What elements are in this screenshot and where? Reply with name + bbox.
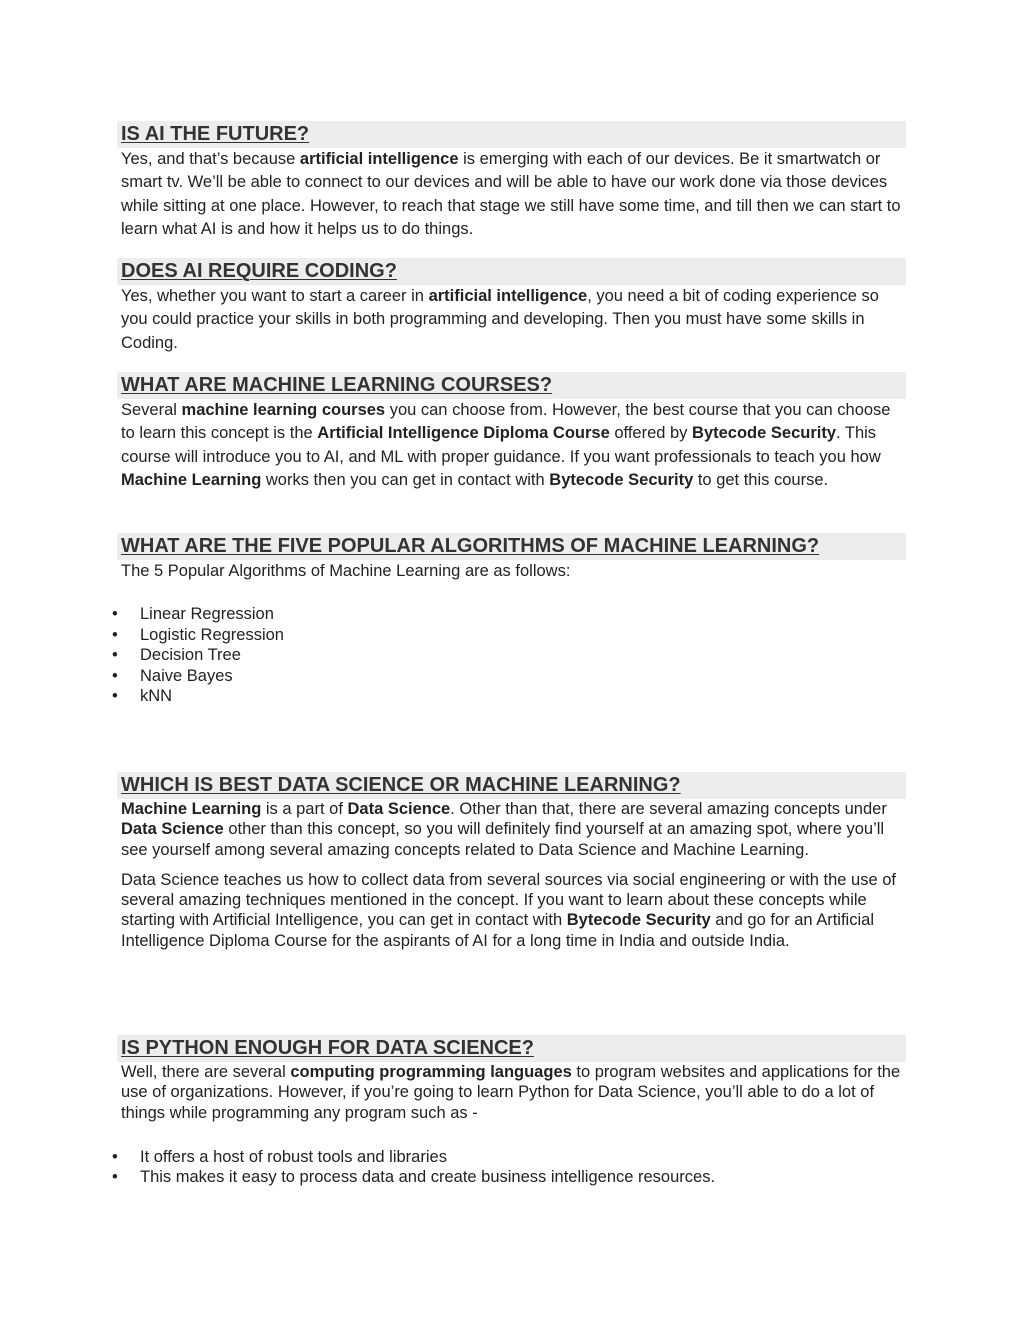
list-item: • Logistic Regression bbox=[140, 625, 284, 645]
list-item: • kNN bbox=[140, 686, 172, 706]
text-run: Well, there are several bbox=[121, 1063, 291, 1081]
section-ds-vs-ml bbox=[117, 772, 906, 951]
paragraph-ai-coding bbox=[117, 285, 906, 355]
text-run: offered by bbox=[609, 424, 693, 443]
paragraph-ds-vs-ml-1 bbox=[117, 799, 906, 860]
text-run: other than this concept, so you will definitely find yourself at an amazing spot, where you’ll see yourself among several amazing concepts related to Data Science and Machine Learning. bbox=[121, 820, 885, 859]
list-item: • It offers a host of robust tools and libraries bbox=[140, 1147, 447, 1167]
text-run: is a part of bbox=[261, 800, 348, 818]
bold-text: artificial intelligence bbox=[299, 150, 459, 168]
section-ml-courses bbox=[117, 372, 906, 492]
section-ai-future bbox=[117, 121, 906, 241]
text-run: . Other than that, there are several amazing concepts under bbox=[450, 800, 887, 818]
text-run: , you need a bit of coding experience so you could practice your skills in both programming and developing. Then you must have some skills in Coding. bbox=[121, 287, 879, 352]
heading-ml-courses: WHAT ARE MACHINE LEARNING COURSES? bbox=[117, 372, 906, 399]
text-run: Yes, whether you want to start a career in bbox=[121, 287, 429, 305]
section-ai-coding bbox=[117, 258, 906, 355]
text-run: Data Science teaches us how to collect data from several sources via social engineering or with the use of several amazing techniques mentioned in the concept. If you want to learn about these concepts while starting with Artificial Intelligence, you can get in contact with bbox=[121, 870, 896, 930]
text-run: is emerging with each of our devices. Be it smartwatch or smart tv. We’ll be able to connect to our devices and will be able to have our work done via those devices while sitting at one place. However, to reach that stage we still have some time, and till then we can start to learn what AI is and how it helps us to do things. bbox=[121, 150, 901, 238]
bold-text: Bytecode Security bbox=[566, 911, 711, 930]
paragraph-ml-algorithms-intro: The 5 Popular Algorithms of Machine Learning are as follows: bbox=[121, 562, 571, 580]
heading-ai-future: IS AI THE FUTURE? bbox=[117, 121, 906, 148]
paragraph-ds-vs-ml-2 bbox=[117, 870, 906, 951]
bold-text: Data Science bbox=[121, 820, 224, 839]
bold-text: machine learning courses bbox=[181, 401, 386, 419]
text-run: and go for an Artificial Intelligence Diploma Course for the aspirants of AI for a long time in India and outside India. bbox=[121, 911, 874, 950]
text-run: you can choose from. However, the best course that you can choose to learn this concept is the bbox=[121, 401, 891, 443]
list-item: • This makes it easy to process data and create business intelligence resources. bbox=[140, 1167, 715, 1187]
heading-ml-algorithms: WHAT ARE THE FIVE POPULAR ALGORITHMS OF MACHINE LEARNING? bbox=[117, 533, 906, 560]
paragraph-ml-courses bbox=[117, 399, 906, 492]
paragraph-python-ds bbox=[117, 1062, 906, 1123]
paragraph-ai-future bbox=[117, 148, 906, 241]
bold-text: Machine Learning bbox=[121, 800, 262, 818]
list-item: • Naive Bayes bbox=[140, 666, 233, 686]
text-run: . This course will introduce you to AI, and ML with proper guidance. If you want professionals to teach you how bbox=[121, 424, 881, 466]
text-run: to program websites and applications for the use of organizations. However, if you’re going to learn Python for Data Science, you’ll able to do a lot of things while programming any program such as - bbox=[121, 1063, 901, 1122]
bold-text: computing programming languages bbox=[290, 1063, 572, 1081]
bold-text: artificial intelligence bbox=[428, 287, 588, 305]
list-item: • Decision Tree bbox=[140, 645, 241, 665]
bold-text: Machine Learning bbox=[121, 470, 262, 489]
bold-text: Data Science bbox=[347, 800, 451, 818]
heading-python-ds: IS PYTHON ENOUGH FOR DATA SCIENCE? bbox=[117, 1035, 906, 1062]
section-ml-algorithms bbox=[117, 533, 906, 583]
text-run: works then you can get in contact with bbox=[261, 470, 550, 489]
bold-text: Bytecode Security bbox=[549, 470, 694, 489]
bold-text: Bytecode Security bbox=[692, 424, 837, 443]
text-run: Several bbox=[121, 401, 182, 419]
heading-ds-vs-ml: WHICH IS BEST DATA SCIENCE OR MACHINE LEARNING? bbox=[117, 772, 906, 799]
bold-text: Artificial Intelligence Diploma Course bbox=[317, 424, 610, 443]
text-run: to get this course. bbox=[693, 470, 829, 489]
text-run: Yes, and that’s because bbox=[121, 150, 300, 168]
section-python-ds bbox=[117, 1035, 906, 1123]
heading-ai-coding: DOES AI REQUIRE CODING? bbox=[117, 258, 906, 285]
list-item: • Linear Regression bbox=[140, 604, 274, 624]
